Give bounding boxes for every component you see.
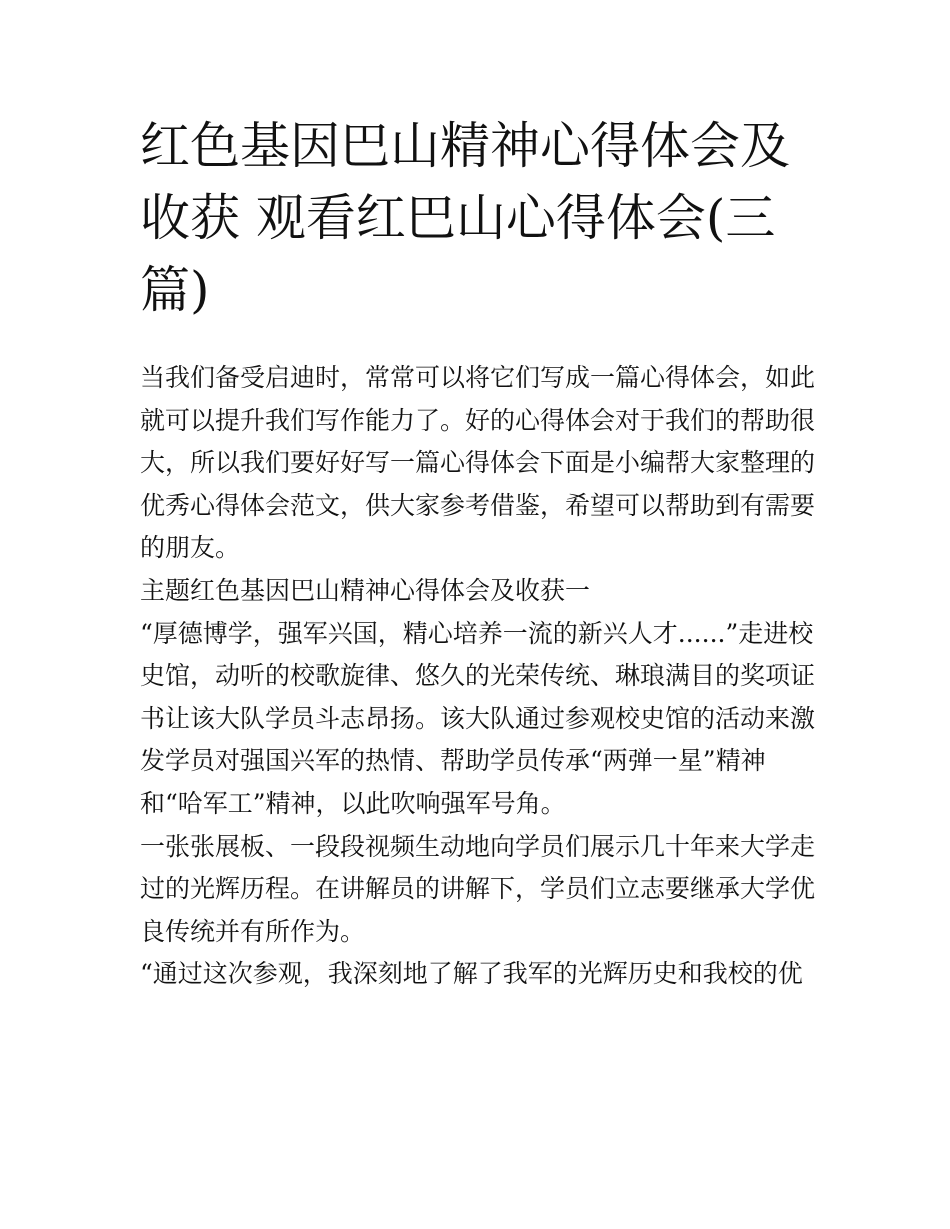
document-title: 红色基因巴山精神心得体会及收获 观看红巴山心得体会(三篇) xyxy=(140,117,790,319)
intro-paragraph: 当我们备受启迪时，常常可以将它们写成一篇心得体会，如此就可以提升我们写作能力了。好的心得体会对于我们的帮助很大，所以我们要好好写一篇心得体会下面是小编帮大家整理的优秀心得体会范文，供大家参考借鉴，希望可以帮助到有需要的朋友。 xyxy=(140,363,816,563)
document-body xyxy=(140,357,820,996)
body-paragraph: “厚德博学，强军兴国，精心培养一流的新兴人才......”走进校史馆，动听的校歌旋律、悠久的光荣传统、琳琅满目的奖项证书让该大队学员斗志昂扬。该大队通过参观校史馆的活动来激发学员对强国兴军的热情、帮助学员传承“两弹一星”精神和“哈军工”精神，以此吹响强军号角。 xyxy=(140,618,816,818)
section-heading: 主题红色基因巴山精神心得体会及收获一 xyxy=(140,575,591,605)
body-paragraph: “通过这次参观，我深刻地了解了我军的光辉历史和我校的优 xyxy=(140,959,803,989)
body-paragraph: 一张张展板、一段段视频生动地向学员们展示几十年来大学走过的光辉历程。在讲解员的讲解下，学员们立志要继承大学优良传统并有所作为。 xyxy=(140,831,816,946)
